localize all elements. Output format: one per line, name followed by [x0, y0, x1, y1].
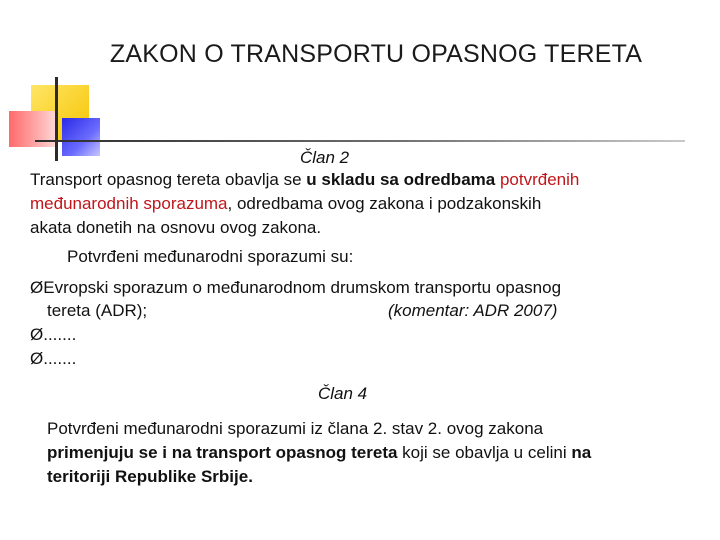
clan-4-line-2 — [47, 441, 591, 465]
arrow-bullet-icon: Ø — [30, 325, 44, 344]
list-item-comment — [388, 299, 557, 323]
clan-2-line-1 — [30, 168, 579, 192]
clan-2-red-a: potvrđenih — [499, 170, 580, 189]
title-underline — [35, 140, 685, 142]
list-item-continuation: tereta (ADR); — [47, 301, 148, 320]
list-item — [30, 347, 76, 371]
clan-2-bold-a: u skladu sa odredbama — [306, 170, 500, 189]
agreements-intro: Potvrđeni međunarodni sporazumi su: — [67, 247, 354, 266]
list-item-text: ....... — [43, 349, 77, 368]
clan-4-bold-b: na — [571, 443, 592, 462]
clan-4-heading-text: Član 4 — [318, 384, 368, 403]
clan-4-paragraph — [47, 417, 591, 489]
list-item — [30, 276, 561, 300]
decorative-blue-square — [62, 118, 100, 156]
clan-2-red-b: međunarodnih sporazuma — [30, 194, 228, 213]
arrow-bullet-icon: Ø — [30, 349, 44, 368]
clan-4-line-1: Potvrđeni međunarodni sporazumi iz člana 2. stav 2. ovog zakona — [47, 419, 544, 438]
clan-4-bold-a: primenjuju se i na transport opasnog tereta — [47, 443, 398, 462]
list-item-text: Evropski sporazum o međunarodnom drumskom transportu opasnog — [43, 278, 562, 297]
comment-text: (komentar: ADR 2007) — [388, 301, 558, 320]
clan-2-line-2 — [30, 192, 579, 216]
page-title: ZAKON O TRANSPORTU OPASNOG TERETA — [109, 40, 643, 68]
clan-2-heading-text: Član 2 — [300, 148, 350, 167]
clan-4-text-a: koji se obavlja u celini — [397, 443, 572, 462]
list-item-text: ....... — [43, 325, 77, 344]
list-item — [30, 323, 76, 347]
clan-4-line-3 — [47, 465, 591, 489]
clan-2-paragraph — [30, 168, 579, 240]
arrow-bullet-icon: Ø — [30, 278, 44, 297]
clan-4-heading — [318, 384, 367, 404]
decorative-vertical-line — [55, 77, 58, 161]
clan-2-line-3: akata donetih na osnovu ovog zakona. — [30, 218, 322, 237]
clan-2-text-b: , odredbama ovog zakona i podzakonskih — [227, 194, 542, 213]
clan-2-heading — [300, 148, 349, 168]
clan-4-bold-c: teritoriji Republike Srbije. — [47, 467, 253, 486]
clan-2-text-a: Transport opasnog tereta obavlja se — [30, 170, 307, 189]
